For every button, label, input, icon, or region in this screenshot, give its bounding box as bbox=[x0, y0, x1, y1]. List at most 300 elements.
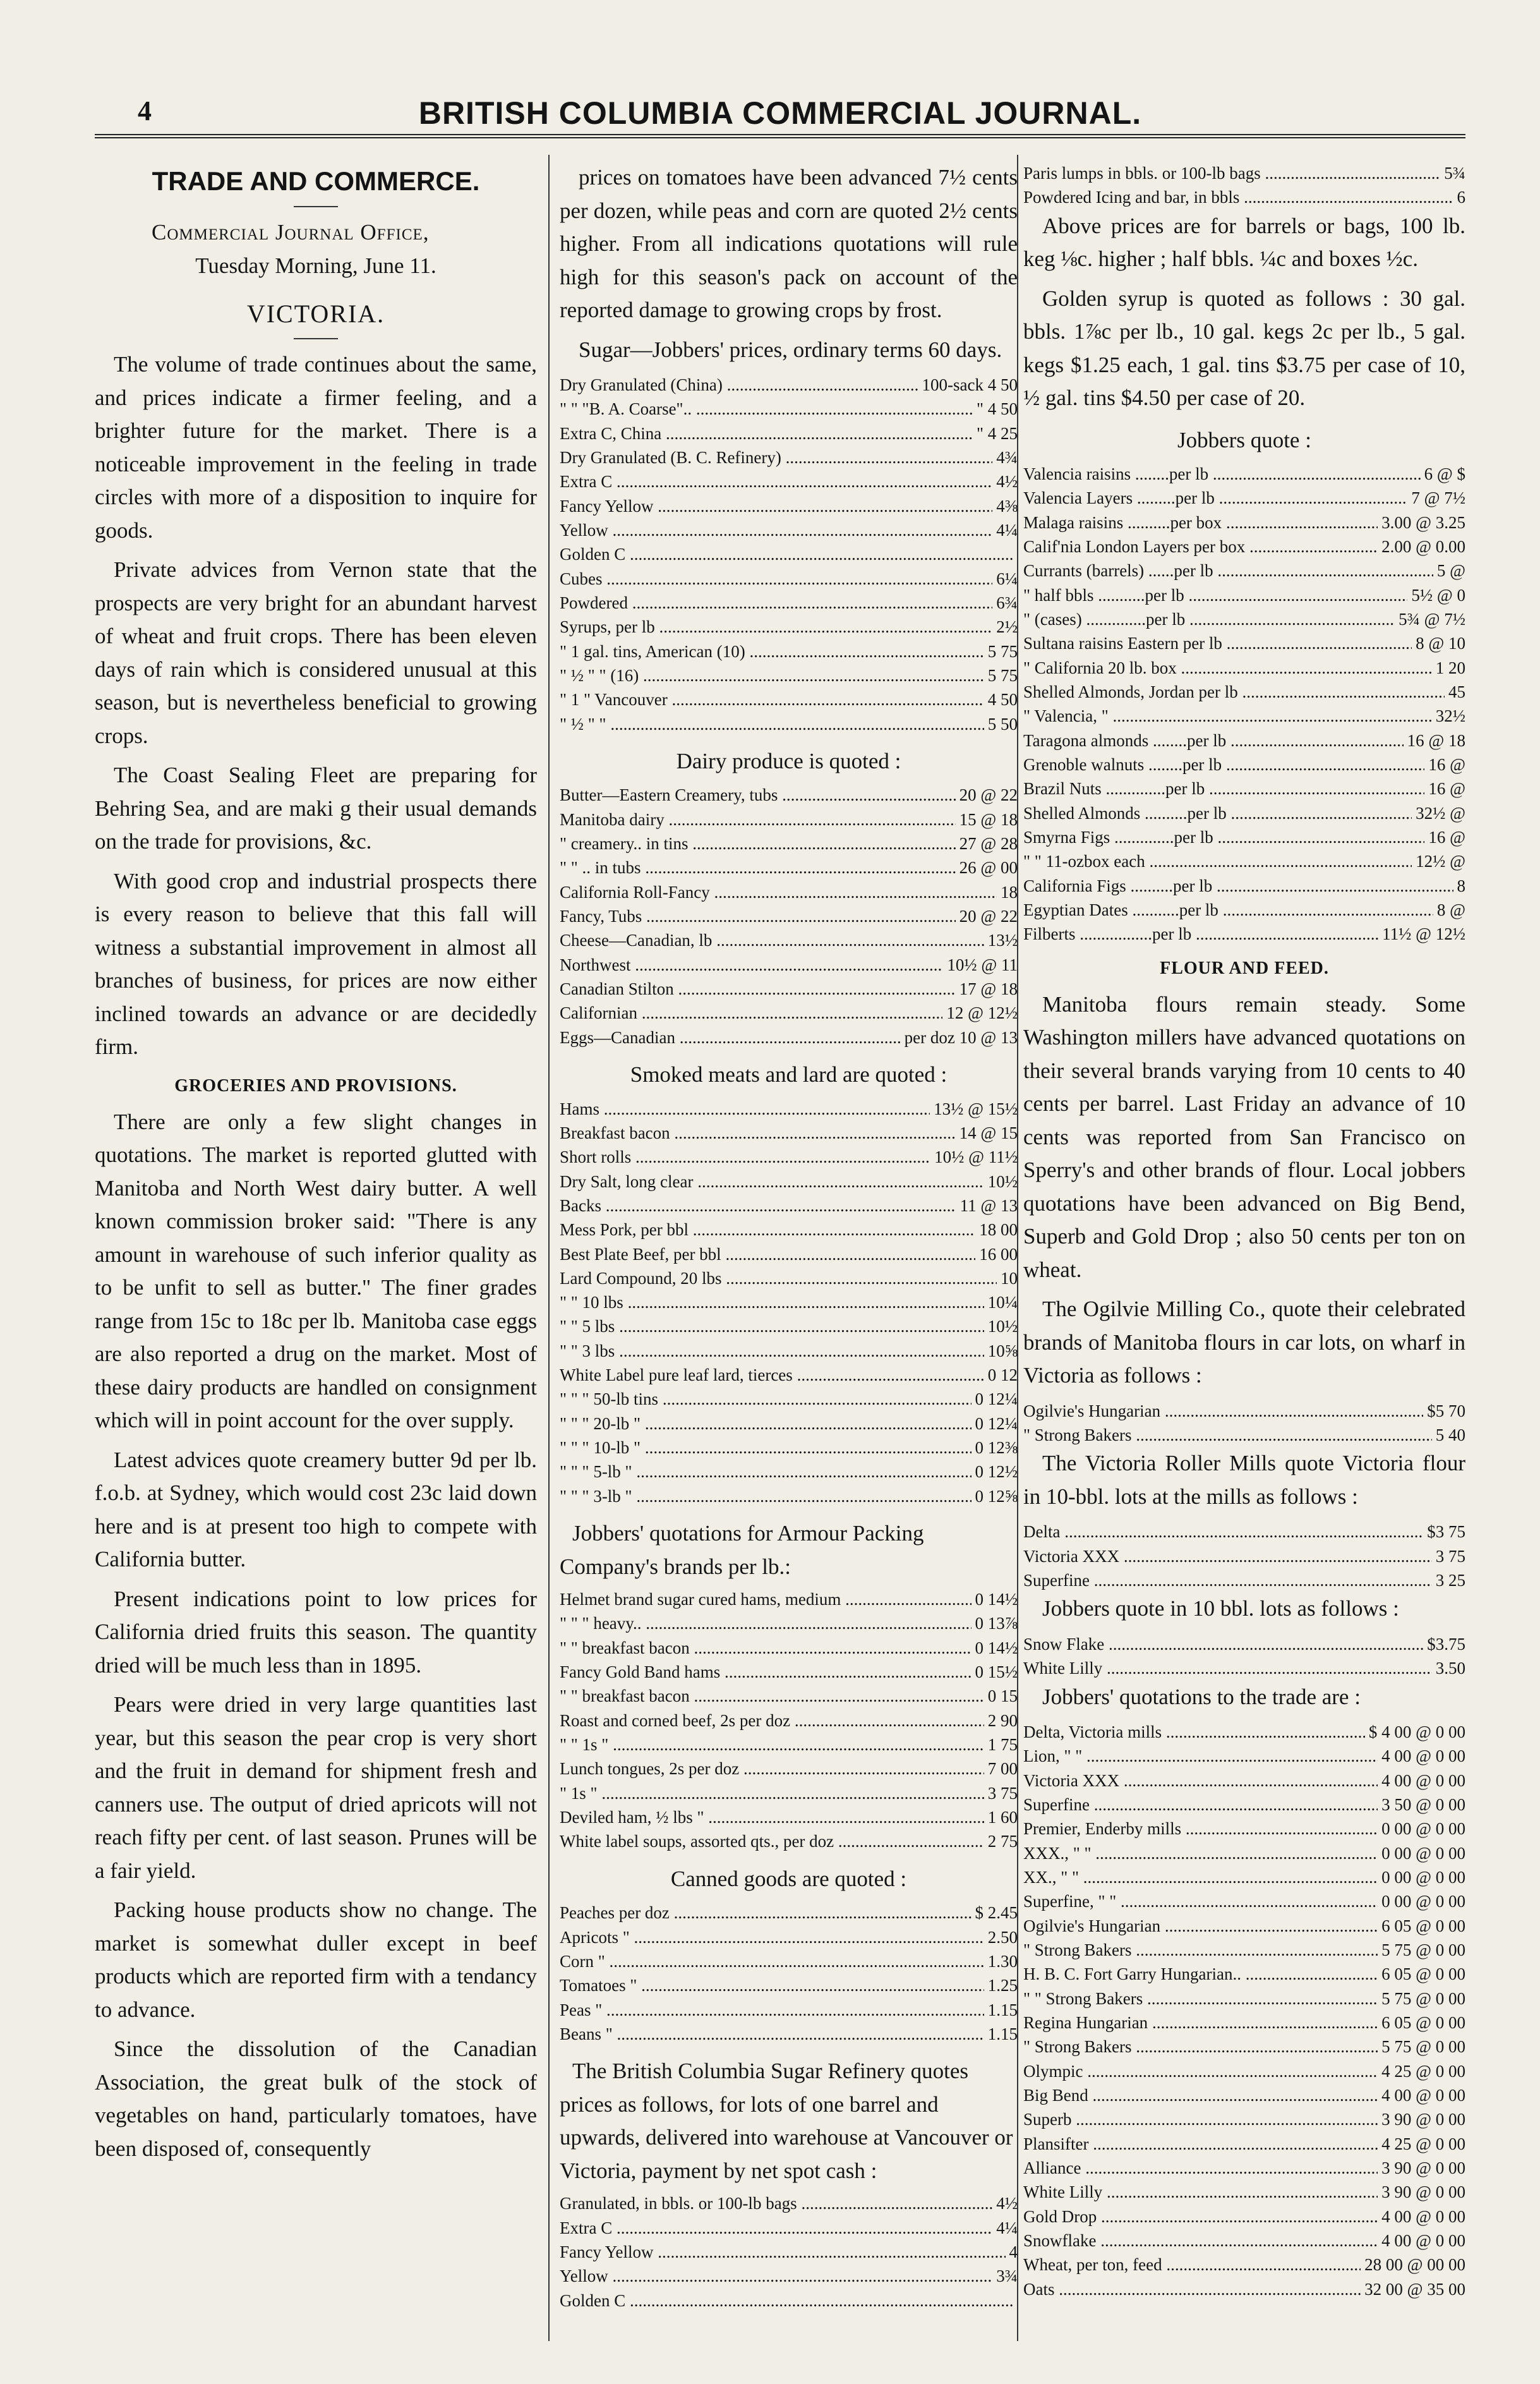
item-name: Sultana raisins Eastern per lb ..... bbox=[1023, 631, 1412, 655]
item-name: " 1 gal. tins, American (10) ..... bbox=[560, 639, 984, 663]
price-row bbox=[560, 1387, 1018, 1411]
item-name: Delta, Victoria mills ..... bbox=[1023, 1720, 1365, 1744]
item-name: Shelled Almonds, Jordan per lb ..... bbox=[1023, 680, 1445, 704]
item-name: Grenoble walnuts ........per lb ..... bbox=[1023, 753, 1424, 777]
item-name: Ogilvie's Hungarian ..... bbox=[1023, 1914, 1378, 1938]
item-name: " " 3 lbs ..... bbox=[560, 1339, 984, 1363]
paragraph: Packing house products show no change. The market is somewhat duller except in beef products which are reported firm with a tendancy to advance. bbox=[95, 1897, 537, 2022]
price-row bbox=[1023, 559, 1465, 583]
item-name: Calif'nia London Layers per box ..... bbox=[1023, 535, 1378, 559]
item-price: 32 00 @ 35 00 bbox=[1364, 2279, 1465, 2299]
item-price: 8 @ bbox=[1436, 900, 1465, 920]
item-name: Backs ..... bbox=[560, 1194, 956, 1218]
divider bbox=[294, 338, 338, 339]
price-row bbox=[1023, 801, 1465, 825]
item-name: " " " heavy.. ..... bbox=[560, 1611, 972, 1635]
item-name: " " "B. A. Coarse".. ..... bbox=[560, 397, 973, 421]
price-row bbox=[1023, 535, 1465, 559]
item-name: Fancy Yellow ..... bbox=[560, 2240, 1006, 2264]
item-name: " " " 50-lb tins ..... bbox=[560, 1387, 972, 1411]
price-row bbox=[560, 397, 1018, 421]
price-row bbox=[1023, 462, 1465, 486]
item-name: Extra C, China ..... bbox=[560, 421, 973, 445]
price-row bbox=[1023, 1793, 1465, 1817]
item-name: White Lilly ..... bbox=[1023, 2180, 1378, 2204]
item-name: " California 20 lb. box ..... bbox=[1023, 656, 1432, 680]
fruit-price-list bbox=[1023, 462, 1465, 947]
canned-intro: Canned goods are quoted : bbox=[670, 1866, 907, 1891]
price-row bbox=[1023, 898, 1465, 922]
item-price: " 4 25 bbox=[976, 423, 1018, 443]
item-price: 1.15 bbox=[987, 2000, 1018, 2019]
page-number: 4 bbox=[138, 95, 152, 126]
paragraph: prices on tomatoes have been advanced 7½ cents per dozen, while peas and corn are quoted 2½ cents higher. From all indications quotations will rule high for this season's pack on account of the reported damage to growing crops by frost. bbox=[560, 165, 1018, 322]
item-price: 32½ bbox=[1435, 706, 1465, 726]
item-price: 11½ @ 12½ bbox=[1382, 924, 1465, 944]
item-price: 2.50 bbox=[987, 1927, 1018, 1947]
item-price: 27 @ 28 bbox=[959, 834, 1018, 854]
item-price: 32½ @ bbox=[1416, 803, 1465, 823]
item-price: $ 4 00 @ 0 00 bbox=[1368, 1722, 1465, 1742]
item-name: Valencia Layers .........per lb ..... bbox=[1023, 486, 1407, 510]
price-row bbox=[1023, 825, 1465, 849]
item-price: 4 bbox=[1009, 2242, 1018, 2261]
item-price: 0 00 @ 0 00 bbox=[1381, 1843, 1465, 1863]
price-row bbox=[1023, 2107, 1465, 2131]
item-name: XX., " " ..... bbox=[1023, 1865, 1378, 1889]
item-name: " " " 3-lb " ..... bbox=[560, 1484, 972, 1508]
item-price: 6¾ bbox=[996, 593, 1018, 612]
item-name: Brazil Nuts ..............per lb ..... bbox=[1023, 777, 1424, 801]
price-row bbox=[560, 928, 1018, 952]
price-row bbox=[560, 1611, 1018, 1635]
ogilvie-price-list bbox=[1023, 1399, 1465, 1448]
item-price: 6¼ bbox=[996, 569, 1018, 588]
item-price: 4 50 bbox=[987, 690, 1018, 710]
paragraph: The Coast Sealing Fleet are preparing for Behring Sea, and are maki g their usual demands on the trade for provisions, &c. bbox=[95, 763, 537, 854]
price-row bbox=[560, 856, 1018, 880]
price-row bbox=[1023, 185, 1465, 209]
item-price: 20 @ 22 bbox=[959, 907, 1018, 926]
price-row bbox=[560, 1587, 1018, 1611]
item-price: 5 75 @ 0 00 bbox=[1381, 2037, 1465, 2057]
price-row bbox=[560, 1484, 1018, 1508]
item-name: Extra C ..... bbox=[560, 2216, 992, 2240]
item-price: 3¾ bbox=[996, 2266, 1018, 2286]
item-price: 3 90 @ 0 00 bbox=[1381, 2110, 1465, 2129]
price-row bbox=[560, 2022, 1018, 2046]
item-name: Superfine, " " ..... bbox=[1023, 1889, 1378, 1913]
item-name: XXX., " " ..... bbox=[1023, 1841, 1378, 1865]
dairy-price-list bbox=[560, 783, 1018, 1050]
refinery-price-list bbox=[560, 2191, 1018, 2313]
item-price: 16 @ 18 bbox=[1407, 730, 1465, 750]
price-row bbox=[1023, 1962, 1465, 1986]
item-price: 11 @ 13 bbox=[959, 1195, 1018, 1215]
item-price: 10 bbox=[1001, 1268, 1018, 1288]
item-name: Lard Compound, 20 lbs ..... bbox=[560, 1266, 997, 1290]
price-row bbox=[560, 1412, 1018, 1436]
price-row bbox=[1023, 777, 1465, 801]
item-name: Regina Hungarian ..... bbox=[1023, 2011, 1378, 2035]
item-price: 10⅝ bbox=[987, 1341, 1018, 1360]
item-name: White Label pure leaf lard, tierces ..... bbox=[560, 1363, 984, 1387]
item-price: 2 75 bbox=[987, 1832, 1018, 1851]
divider bbox=[294, 206, 338, 207]
paragraph: The Victoria Roller Mills quote Victoria flour in 10-bbl. lots at the mills as follows : bbox=[1023, 1451, 1465, 1509]
item-price: 8 bbox=[1457, 876, 1465, 895]
price-row bbox=[560, 1121, 1018, 1145]
item-price: 13½ @ 15½ bbox=[934, 1099, 1018, 1118]
sugar-price-list bbox=[560, 373, 1018, 736]
price-row bbox=[560, 1709, 1018, 1733]
masthead bbox=[95, 95, 1465, 133]
item-price: 10½ bbox=[987, 1171, 1018, 1191]
price-row bbox=[560, 1026, 1018, 1050]
price-row bbox=[560, 1097, 1018, 1121]
item-name: " 1s " ..... bbox=[560, 1781, 984, 1805]
price-row bbox=[560, 1266, 1018, 1290]
paragraph: Pears were dried in very large quantities last year, but this season the pear crop is very short and the fruit in demand for shipment fresh and canners use. The output of dried apricots will not reach fifty per cent. of last season. Prunes will be a fair yield. bbox=[95, 1692, 537, 1883]
jobbers10-price-list bbox=[1023, 1632, 1465, 1681]
price-row bbox=[560, 808, 1018, 832]
item-price: 28 00 @ 00 00 bbox=[1364, 2255, 1465, 2275]
item-price: $5 70 bbox=[1427, 1401, 1465, 1420]
price-row bbox=[560, 2264, 1018, 2288]
office-line: Commercial Journal Office, bbox=[152, 220, 430, 245]
item-price: 0 00 @ 0 00 bbox=[1381, 1867, 1465, 1887]
item-name: " Strong Bakers ..... bbox=[1023, 1938, 1378, 1962]
item-price: 26 @ 00 bbox=[959, 858, 1018, 878]
price-row bbox=[560, 1242, 1018, 1266]
price-row bbox=[560, 421, 1018, 445]
item-name: Roast and corned beef, 2s per doz ..... bbox=[560, 1709, 984, 1733]
price-row bbox=[1023, 1520, 1465, 1544]
price-row bbox=[1023, 161, 1465, 185]
roller-price-list bbox=[1023, 1520, 1465, 1592]
item-name: " Valencia, " ..... bbox=[1023, 704, 1432, 728]
item-name: Manitoba dairy ..... bbox=[560, 808, 956, 832]
price-row bbox=[560, 1684, 1018, 1708]
canned-price-list bbox=[560, 1901, 1018, 2046]
item-name: Beans " ..... bbox=[560, 2022, 984, 2046]
flour-subhead: FLOUR AND FEED. bbox=[1160, 958, 1329, 978]
item-name: Californian ..... bbox=[560, 1001, 942, 1025]
price-row bbox=[1023, 2083, 1465, 2107]
paragraph: Present indications point to low prices for California dried fruits this season. The quantity dried will be much less than in 1895. bbox=[95, 1586, 537, 1678]
item-price: 0 14½ bbox=[975, 1638, 1018, 1657]
price-row bbox=[560, 1973, 1018, 1997]
item-price: 6 05 @ 0 00 bbox=[1381, 1964, 1465, 1984]
price-row bbox=[1023, 1744, 1465, 1768]
item-price: 6 05 @ 0 00 bbox=[1381, 1916, 1465, 1935]
armour-price-list bbox=[560, 1587, 1018, 1854]
item-name: Helmet brand sugar cured hams, medium ..... bbox=[560, 1587, 972, 1611]
item-price: 0 12¼ bbox=[975, 1413, 1018, 1433]
item-price: 4⅜ bbox=[996, 496, 1018, 516]
item-name: Superfine ..... bbox=[1023, 1793, 1378, 1817]
item-price: $3 75 bbox=[1427, 1522, 1465, 1542]
meats-intro: Smoked meats and lard are quoted : bbox=[630, 1062, 947, 1087]
price-row bbox=[560, 1314, 1018, 1338]
item-price: 7 00 bbox=[987, 1759, 1018, 1779]
item-price: 1 20 bbox=[1435, 658, 1465, 677]
price-row bbox=[560, 591, 1018, 615]
price-row bbox=[1023, 1817, 1465, 1841]
item-name: Lion, " " ..... bbox=[1023, 1744, 1378, 1768]
item-price: 4 00 @ 0 00 bbox=[1381, 1746, 1465, 1766]
price-row bbox=[1023, 2205, 1465, 2229]
column-three bbox=[1023, 161, 1465, 2335]
item-price: 8 @ 10 bbox=[1416, 634, 1465, 653]
trade-price-list bbox=[1023, 1720, 1465, 2301]
item-name: Fancy Gold Band hams ..... bbox=[560, 1660, 972, 1684]
item-name: Short rolls ..... bbox=[560, 1145, 930, 1169]
item-name: Cheese—Canadian, lb ..... bbox=[560, 928, 984, 952]
item-price: 1.25 bbox=[987, 1976, 1018, 1995]
item-name: Egyptian Dates ...........per lb ..... bbox=[1023, 898, 1433, 922]
item-name: Taragona almonds ........per lb ..... bbox=[1023, 729, 1404, 753]
price-row bbox=[560, 1145, 1018, 1169]
item-price: 5½ @ 0 bbox=[1411, 585, 1465, 605]
price-row bbox=[560, 1460, 1018, 1484]
price-row bbox=[560, 2216, 1018, 2240]
item-name: " " " 10-lb " ..... bbox=[560, 1436, 972, 1460]
meats-price-list bbox=[560, 1097, 1018, 1509]
groceries-subhead: GROCERIES AND PROVISIONS. bbox=[174, 1075, 457, 1096]
item-name: Cubes ..... bbox=[560, 567, 992, 591]
item-price: 6 @ $ bbox=[1424, 464, 1465, 484]
item-name: " " 11-ozbox each ..... bbox=[1023, 849, 1412, 873]
item-name: " creamery.. in tins ..... bbox=[560, 832, 956, 856]
item-name: " (cases) ..............per lb ..... bbox=[1023, 607, 1395, 631]
price-row bbox=[560, 1757, 1018, 1781]
item-price: 20 @ 22 bbox=[959, 785, 1018, 805]
price-row bbox=[560, 1290, 1018, 1314]
price-row bbox=[560, 542, 1018, 566]
price-row bbox=[560, 977, 1018, 1001]
paragraph: Above prices are for barrels or bags, 100 lb. keg ⅛c. higher ; half bbls. ¼c and boxes ½c. bbox=[1023, 213, 1465, 272]
price-row bbox=[560, 687, 1018, 711]
price-row bbox=[1023, 656, 1465, 680]
item-name: " ½ " " (16) ..... bbox=[560, 663, 984, 687]
price-row bbox=[1023, 486, 1465, 510]
price-row bbox=[560, 712, 1018, 736]
price-row bbox=[560, 904, 1018, 928]
price-row bbox=[560, 1001, 1018, 1025]
price-row bbox=[560, 639, 1018, 663]
item-name: Snow Flake ..... bbox=[1023, 1632, 1423, 1656]
price-row bbox=[560, 832, 1018, 856]
item-name: Best Plate Beef, per bbl ..... bbox=[560, 1242, 975, 1266]
price-row bbox=[1023, 704, 1465, 728]
price-row bbox=[1023, 874, 1465, 898]
price-row bbox=[560, 1436, 1018, 1460]
item-price: 15 @ 18 bbox=[959, 809, 1018, 829]
item-price: 10½ @ 11 bbox=[947, 955, 1018, 974]
price-row bbox=[560, 880, 1018, 904]
price-row bbox=[560, 2191, 1018, 2215]
item-name: Delta ..... bbox=[1023, 1520, 1423, 1544]
price-row bbox=[1023, 849, 1465, 873]
item-name: " Strong Bakers ..... bbox=[1023, 2035, 1378, 2059]
item-name: Tomatoes " ..... bbox=[560, 1973, 984, 1997]
item-price: 4 00 @ 0 00 bbox=[1381, 1770, 1465, 1790]
item-price: 18 00 bbox=[979, 1220, 1018, 1240]
price-row bbox=[1023, 753, 1465, 777]
item-price: 5 75 @ 0 00 bbox=[1381, 1940, 1465, 1959]
price-row bbox=[560, 373, 1018, 397]
price-row bbox=[1023, 1423, 1465, 1447]
item-price: 3.50 bbox=[1435, 1659, 1465, 1678]
item-price: 10¼ bbox=[987, 1293, 1018, 1312]
price-row bbox=[560, 1998, 1018, 2022]
item-price: 1.15 bbox=[987, 2024, 1018, 2043]
item-price: 4 25 @ 0 00 bbox=[1381, 2134, 1465, 2153]
item-name: " " " 20-lb " ..... bbox=[560, 1412, 972, 1436]
item-price: 2½ bbox=[996, 617, 1018, 637]
price-row bbox=[1023, 631, 1465, 655]
item-price: 45 bbox=[1448, 682, 1465, 702]
item-price: 5 50 bbox=[987, 714, 1018, 734]
item-name: Oats ..... bbox=[1023, 2277, 1361, 2301]
jobbers-intro: Jobbers quote : bbox=[1177, 427, 1311, 452]
paragraph: The Ogilvie Milling Co., quote their celebrated brands of Manitoba flours in car lots, on wharf in Victoria as follows : bbox=[1023, 1297, 1465, 1388]
item-price: 5¾ bbox=[1444, 164, 1465, 183]
item-name: Dry Granulated (China) ..... bbox=[560, 373, 918, 397]
paragraph: The volume of trade continues about the same, and prices indicate a firmer feeling, and a brighter future for the market. There is a noticeable improvement in the feeling in trade circles with more of a disposition to inquire for goods. bbox=[95, 352, 537, 543]
item-name: Corn " ..... bbox=[560, 1949, 984, 1973]
item-name: Currants (barrels) ......per lb ..... bbox=[1023, 559, 1433, 583]
price-row bbox=[1023, 2277, 1465, 2301]
item-price: 5 40 bbox=[1435, 1425, 1465, 1445]
price-row bbox=[1023, 583, 1465, 607]
item-price: 5 75 @ 0 00 bbox=[1381, 1988, 1465, 2008]
item-price: $ 2.45 bbox=[975, 1903, 1018, 1923]
price-row bbox=[560, 567, 1018, 591]
price-row bbox=[560, 494, 1018, 518]
column-divider bbox=[548, 155, 550, 2341]
paragraph: Since the dissolution of the Canadian Association, the great bulk of the stock of vegetables on hand, particularly tomatoes, have been disposed of, consequently bbox=[95, 2036, 537, 2161]
item-price: 16 @ bbox=[1428, 828, 1465, 847]
item-name: Breakfast bacon ..... bbox=[560, 1121, 956, 1145]
item-price: 2 90 bbox=[987, 1710, 1018, 1730]
price-row bbox=[560, 1949, 1018, 1973]
dateline: Tuesday Morning, June 11. bbox=[195, 253, 436, 278]
column-two bbox=[560, 161, 1018, 2335]
item-name: Yellow ..... bbox=[560, 518, 992, 542]
item-name: " " 5 lbs ..... bbox=[560, 1314, 984, 1338]
item-name: Syrups, per lb ..... bbox=[560, 615, 992, 639]
item-price: 17 @ 18 bbox=[959, 979, 1018, 999]
item-name: Ogilvie's Hungarian ..... bbox=[1023, 1399, 1423, 1423]
item-price: 4 00 @ 0 00 bbox=[1381, 2085, 1465, 2105]
price-row bbox=[560, 1363, 1018, 1387]
item-name: Gold Drop ..... bbox=[1023, 2205, 1378, 2229]
item-name: Valencia raisins ........per lb ..... bbox=[1023, 462, 1421, 486]
item-price: 0 12⅜ bbox=[975, 1438, 1018, 1458]
price-row bbox=[1023, 922, 1465, 946]
item-name: " " breakfast bacon ..... bbox=[560, 1684, 984, 1708]
item-price: 100-sack 4 50 bbox=[922, 375, 1018, 394]
price-row bbox=[560, 1781, 1018, 1805]
item-name: Premier, Enderby mills ..... bbox=[1023, 1817, 1378, 1841]
item-name: " Strong Bakers ..... bbox=[1023, 1423, 1432, 1447]
item-name: Dry Granulated (B. C. Refinery) ..... bbox=[560, 445, 992, 469]
price-row bbox=[1023, 2229, 1465, 2253]
item-price: 4 00 @ 0 00 bbox=[1381, 2206, 1465, 2226]
price-row bbox=[1023, 680, 1465, 704]
item-price: 16 @ bbox=[1428, 755, 1465, 775]
item-name: Powdered ..... bbox=[560, 591, 992, 615]
groceries-article bbox=[95, 1106, 537, 2166]
item-name: California Roll-Fancy ..... bbox=[560, 880, 997, 904]
item-name: Victoria XXX ..... bbox=[1023, 1769, 1378, 1793]
price-row bbox=[1023, 1914, 1465, 1938]
price-row bbox=[560, 1339, 1018, 1363]
item-price: 5¾ @ 7½ bbox=[1399, 610, 1465, 629]
item-name: Victoria XXX ..... bbox=[1023, 1544, 1432, 1568]
price-row bbox=[560, 1194, 1018, 1218]
item-name: " 1 " Vancouver ..... bbox=[560, 687, 984, 711]
item-name: Butter—Eastern Creamery, tubs ..... bbox=[560, 783, 956, 807]
price-row bbox=[560, 2289, 1018, 2313]
price-row bbox=[560, 2240, 1018, 2264]
item-name: Superb ..... bbox=[1023, 2107, 1378, 2131]
price-row bbox=[1023, 1938, 1465, 1962]
price-row bbox=[1023, 2253, 1465, 2277]
price-row bbox=[1023, 511, 1465, 535]
item-price: 4¼ bbox=[996, 2218, 1018, 2237]
item-price: 0 12 bbox=[987, 1365, 1018, 1385]
item-name: " " " 5-lb " ..... bbox=[560, 1460, 972, 1484]
item-price: 16 00 bbox=[979, 1244, 1018, 1264]
item-name: Shelled Almonds ..........per lb ..... bbox=[1023, 801, 1412, 825]
item-name: Alliance ..... bbox=[1023, 2156, 1378, 2180]
paragraph: Jobbers' quotations to the trade are : bbox=[1042, 1684, 1361, 1709]
item-price: 0 14½ bbox=[975, 1590, 1018, 1609]
armour-intro: Jobbers' quotations for Armour Packing Company's brands per lb.: bbox=[560, 1521, 924, 1579]
price-row bbox=[1023, 1841, 1465, 1865]
item-name: Fancy, Tubs ..... bbox=[560, 904, 956, 928]
item-price: 10½ bbox=[987, 1317, 1018, 1336]
item-name: Eggs—Canadian ..... bbox=[560, 1026, 901, 1050]
item-price: 3 75 bbox=[1435, 1546, 1465, 1566]
item-name: Hams ..... bbox=[560, 1097, 930, 1121]
item-name: Filberts .................per lb ..... bbox=[1023, 922, 1378, 946]
item-price: 5 75 bbox=[987, 641, 1018, 661]
item-name: Golden C ..... bbox=[560, 2289, 1014, 2313]
item-price: 3 90 @ 0 00 bbox=[1381, 2158, 1465, 2177]
item-name: " half bbls ...........per lb ..... bbox=[1023, 583, 1407, 607]
price-row bbox=[1023, 2132, 1465, 2156]
price-row bbox=[560, 1636, 1018, 1660]
item-name: H. B. C. Fort Garry Hungarian.. ..... bbox=[1023, 1962, 1378, 1986]
header-rule bbox=[95, 134, 1465, 138]
paragraph: Golden syrup is quoted as follows : 30 gal. bbls. 1⅞c per lb., 10 gal. kegs 2c per lb., 5 gal. kegs $1.25 each, 1 gal. tins $3.75 per case of 10, ½ gal. tins $4.50 per case of 20. bbox=[1023, 286, 1465, 411]
item-price: 4¼ bbox=[996, 520, 1018, 540]
item-price: 4 00 @ 0 00 bbox=[1381, 2230, 1465, 2250]
price-row bbox=[1023, 1720, 1465, 1744]
item-price: 3 90 @ 0 00 bbox=[1381, 2182, 1465, 2202]
item-name: Superfine ..... bbox=[1023, 1568, 1432, 1592]
item-name: Malaga raisins ..........per box ..... bbox=[1023, 511, 1378, 535]
item-price: 0 00 @ 0 00 bbox=[1381, 1892, 1465, 1911]
item-name: Smyrna Figs ..............per lb ..... bbox=[1023, 825, 1424, 849]
item-price: " 4 50 bbox=[976, 399, 1018, 419]
price-row bbox=[1023, 2059, 1465, 2083]
refinery-paragraph: The British Columbia Sugar Refinery quotes prices as follows, for lots of one barrel and upwards, delivered into warehouse at Vancouver or Victoria, payment by net spot cash : bbox=[560, 2059, 1013, 2183]
